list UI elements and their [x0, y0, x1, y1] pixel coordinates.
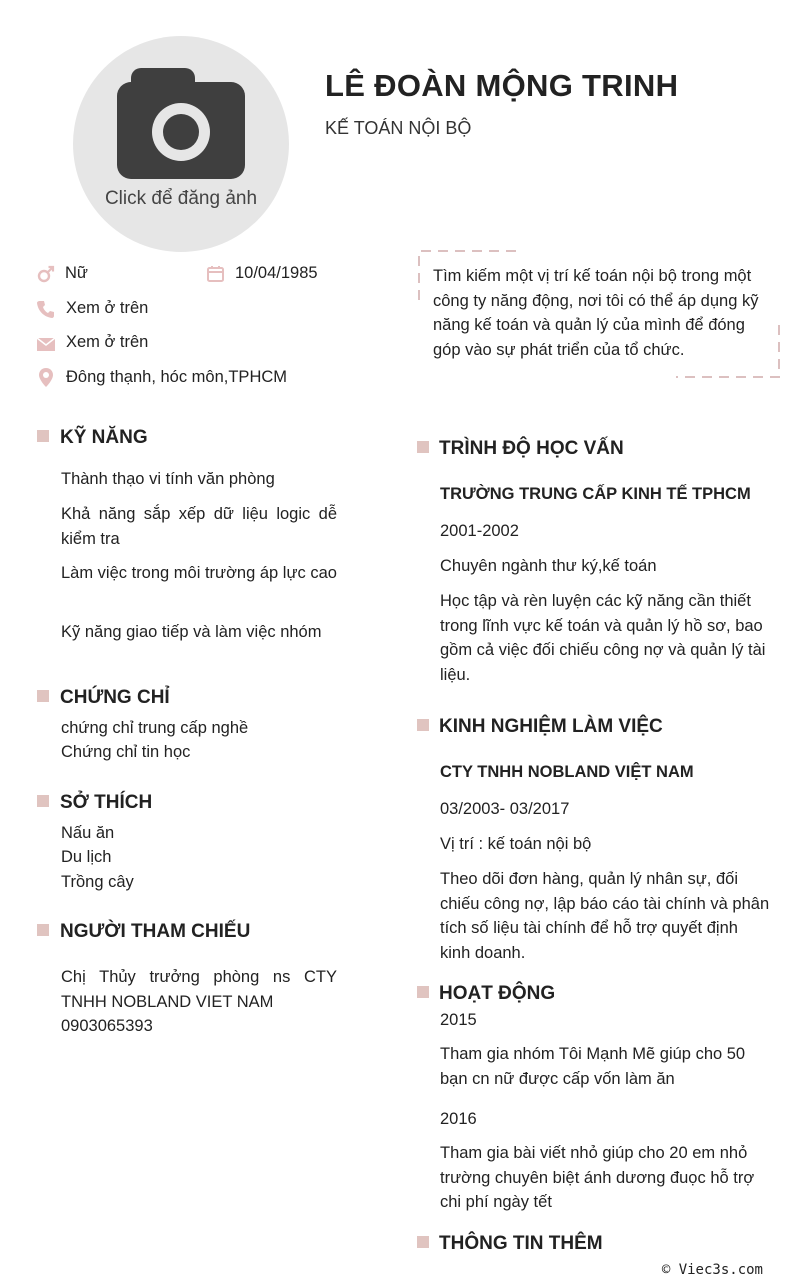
- education-heading: TRÌNH ĐỘ HỌC VẤN: [439, 438, 624, 459]
- calendar-icon: [206, 264, 226, 284]
- section-marker: [417, 441, 429, 453]
- company-name: CTY TNHH NOBLAND VIỆT NAM: [440, 763, 694, 781]
- references-heading: NGƯỜI THAM CHIẾU: [60, 921, 251, 942]
- skill-item: Làm việc trong môi trường áp lực cao: [61, 564, 337, 582]
- section-marker: [37, 430, 49, 442]
- activities-heading: HOẠT ĐỘNG: [439, 983, 556, 1004]
- experience-position: Vị trí : kế toán nội bộ: [440, 835, 592, 853]
- hobbies-heading: SỞ THÍCH: [60, 792, 153, 813]
- hobby-item: Trồng cây: [61, 873, 134, 891]
- experience-heading: KINH NGHIỆM LÀM VIỆC: [439, 716, 663, 737]
- email-icon: [36, 334, 56, 354]
- skill-item: Kỹ năng giao tiếp và làm việc nhóm: [61, 623, 322, 641]
- phone: Xem ở trên: [66, 299, 149, 317]
- camera-icon: [115, 66, 247, 182]
- email: Xem ở trên: [66, 333, 149, 351]
- experience-period: 03/2003- 03/2017: [440, 800, 570, 818]
- reference-text: Chị Thủy trưởng phòng ns CTY TNHH NOBLAND VIET NAM: [61, 968, 337, 1011]
- certificates-heading: CHỨNG CHỈ: [60, 687, 170, 708]
- location-pin-icon: [36, 367, 56, 387]
- section-marker: [37, 690, 49, 702]
- reference-phone: 0903065393: [61, 1017, 153, 1035]
- school-name: TRƯỜNG TRUNG CẤP KINH TẾ TPHCM: [440, 485, 751, 503]
- activity-text: Tham gia nhóm Tôi Mạnh Mẽ giúp cho 50 bạn cn nữ được cấp vốn làm ăn: [440, 1045, 746, 1088]
- section-marker: [417, 986, 429, 998]
- phone-icon: [36, 299, 56, 319]
- date-of-birth: 10/04/1985: [235, 264, 318, 282]
- experience-description: Theo dõi đơn hàng, quản lý nhân sự, đối chiếu công nợ, lập báo cáo tài chính và phân tích số liệu tài chính để hỗ trợ quyết định kinh doanh.: [440, 870, 770, 962]
- section-marker: [417, 719, 429, 731]
- job-title: KẾ TOÁN NỘI BỘ: [325, 118, 472, 138]
- gender-icon: [36, 264, 56, 284]
- hobby-item: Nấu ăn: [61, 824, 115, 842]
- additional-info-heading: THÔNG TIN THÊM: [439, 1233, 603, 1254]
- skills-heading: KỸ NĂNG: [60, 427, 148, 448]
- section-marker: [37, 795, 49, 807]
- education-period: 2001-2002: [440, 522, 519, 540]
- activity-text: Tham gia bài viết nhỏ giúp cho 20 em nhỏ trường chuyên biệt ánh dương đuọc hỗ trợ chi phí ngày tết: [440, 1144, 755, 1211]
- education-major: Chuyên ngành thư ký,kế toán: [440, 557, 657, 575]
- avatar-upload[interactable]: [73, 36, 289, 252]
- photo-upload-label: Click để đăng ảnh: [104, 188, 258, 209]
- section-marker: [417, 1236, 429, 1248]
- career-objective: [418, 250, 778, 376]
- section-marker: [37, 924, 49, 936]
- address: Đông thạnh, hóc môn,TPHCM: [66, 368, 288, 386]
- objective-text: Tìm kiếm một vị trí kế toán nội bộ trong một công ty năng động, nơi tôi có thể áp dụng kỹ năng kế toán và quản lý của mình để đóng góp vào sự phát triển của tổ chức.: [433, 267, 759, 359]
- skill-item: Thành thạo vi tính văn phòng: [61, 470, 275, 488]
- full-name: LÊ ĐOÀN MỘNG TRINH: [325, 68, 679, 103]
- activity-year: 2016: [440, 1110, 477, 1128]
- hobby-item: Du lịch: [61, 848, 112, 866]
- watermark-footer: © Viec3s.com: [661, 1262, 763, 1278]
- certificate-item: Chứng chỉ tin học: [61, 743, 191, 761]
- education-description: Học tập và rèn luyện các kỹ năng cần thiết trong lĩnh vực kế toán và quản lý hồ sơ, bao gồm cả việc đối chiếu công nợ và quản lý tài liệu.: [440, 592, 766, 684]
- activity-year: 2015: [440, 1011, 477, 1029]
- skill-item: Khả năng sắp xếp dữ liệu logic dễ kiểm tra: [61, 505, 337, 548]
- gender: Nữ: [65, 264, 88, 282]
- certificate-item: chứng chỉ trung cấp nghề: [61, 719, 249, 737]
